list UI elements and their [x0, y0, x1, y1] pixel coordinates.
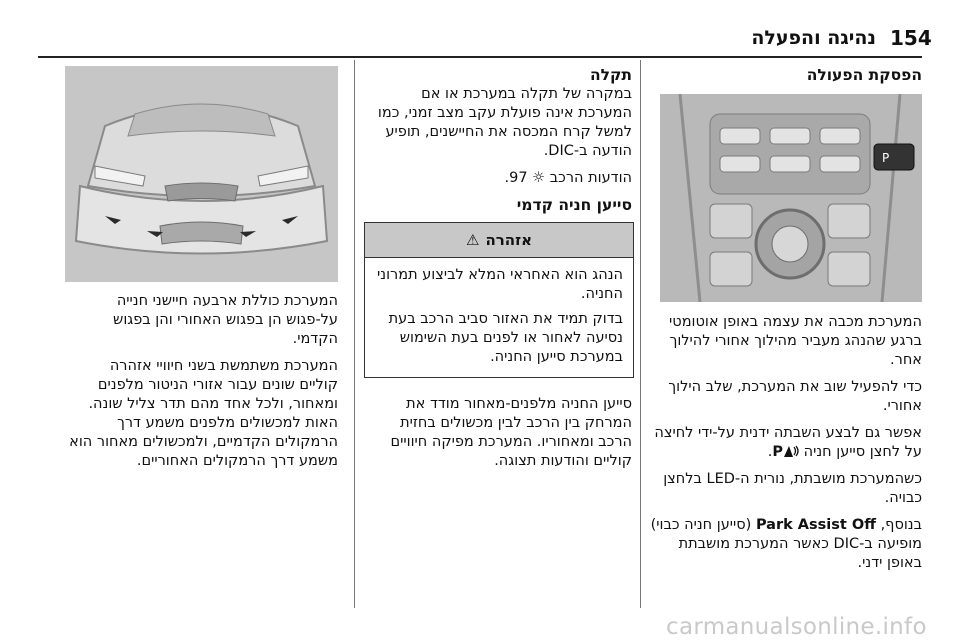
page-header — [0, 0, 960, 60]
warning-paragraph-responsibility: הנהג הוא האחראי המלא לביצוע תמרוני החניה. — [377, 267, 623, 302]
left-column — [68, 292, 338, 479]
paragraph-auto-off: המערכת מכבה את עצמה באופן אוטומטי ברגע שהנהג מעביר מהילוך אחורי להילוך אחר. — [669, 314, 922, 368]
car-front-illustration — [65, 66, 338, 282]
header-rule — [38, 56, 922, 58]
paragraph-vehicle-messages: הודעות הרכב ☼ 97. — [504, 170, 632, 186]
console-illustration — [660, 94, 922, 302]
paragraph-malfunction: במקרה של תקלה במערכת או אם המערכת אינה פועלת עקב מצב זמני, כמו למשל קרח המכסה את החיישנים, תופיע הודעה ב-DIC. — [377, 86, 632, 159]
reference-page: 97 — [509, 170, 528, 186]
heading-deactivation: הפסקת הפעולה — [806, 66, 922, 84]
paragraph-park-assist-off: בנוסף, Park Assist Off (סייען חניה כבוי) מופיעה ב-DIC כאשר המערכת מושבתת באופן ידני. — [650, 517, 922, 571]
paragraph-sensors: המערכת כוללת ארבעה חיישני חנייה על-פגוש הן בפגוש האחורי והן בפגוש הקדמי. — [113, 293, 338, 347]
paragraph-led-off: כשהמערכת מושבתת, נורית ה-LED בלחצן כבויה. — [663, 471, 922, 506]
column-divider-right — [640, 60, 641, 608]
warning-header — [365, 223, 633, 258]
svg-text:P: P — [882, 151, 890, 165]
warning-box — [364, 222, 634, 378]
paragraph-reactivate: כדי להפעיל שוב את המערכת, שלב הילוך אחורי. — [668, 379, 922, 414]
page-number: 154 — [890, 26, 932, 50]
heading-malfunction: תקלה — [589, 66, 632, 84]
warning-body — [365, 258, 633, 381]
reference-icon: ☼ — [532, 170, 546, 186]
park-assist-button-icon: P — [772, 444, 799, 460]
watermark — [0, 612, 960, 642]
paragraph-audible-warnings: המערכת משתמשת בשני חיוויי אזהרה קוליים שונים עבור אזורי הניטור מלפנים ומאחור, ולכל אחד מהם תדר צליל שונה. האות למכשולים מלפנים משמע דרך הרמקולים הקדמיים, ולמכשולים מאחור הוא משמע דרך הרמקולים האחוריים. — [69, 358, 338, 469]
watermark-text: carmanualsonline.info — [666, 614, 927, 640]
column-divider-left — [354, 60, 355, 608]
section-title: נהיגה והפעלה — [751, 27, 876, 49]
paragraph-park-assist-description: סייען החניה מלפנים-מאחור מודד את המרחק בין הרכב לבין מכשולים בחזית הרכב ומאחוריו. המערכת מפיקה חיוויים קוליים והודעות תצוגה. — [390, 396, 632, 469]
warning-paragraph-check-area: בדוק תמיד את האזור סביב הרכב בעת נסיעה לאחור או לפנים בעת השימוש במערכת סייען החניה. — [388, 311, 623, 365]
heading-front-park-assist: סייען חניה קדמי — [516, 196, 632, 214]
paragraph-manual-off: אפשר גם לבצע השבתה ידנית על-ידי לחיצה על לחצן סייען חניה P. — [654, 425, 922, 460]
park-assist-off-label: Park Assist Off — [755, 517, 876, 533]
warning-triangle-icon: ⚠ — [465, 231, 480, 249]
manual-off-text: אפשר גם לבצע השבתה ידנית על-ידי לחיצה על לחצן סייען חניה — [654, 425, 922, 460]
warning-title: אזהרה — [485, 231, 533, 249]
